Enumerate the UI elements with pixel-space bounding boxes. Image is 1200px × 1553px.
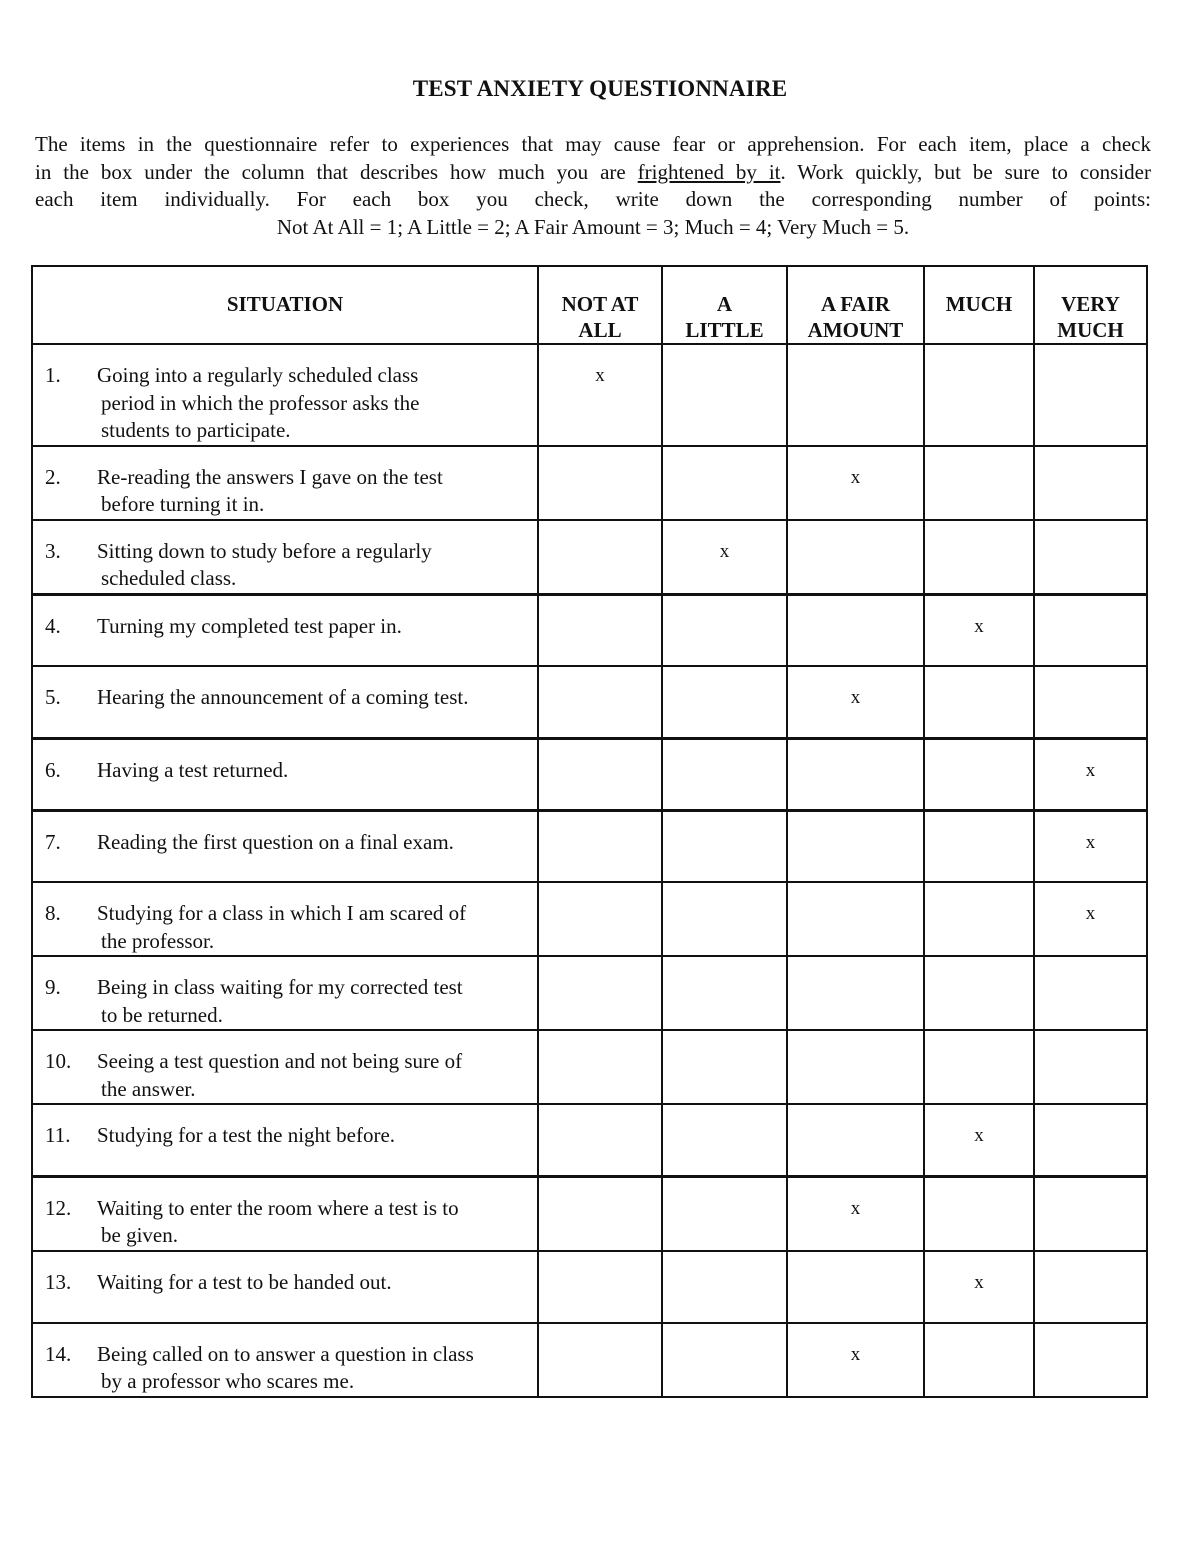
instructions [35,131,1151,241]
situation-cell [32,810,538,882]
checkbox-very-much[interactable] [1034,1104,1147,1176]
checkbox-a-little[interactable] [662,1323,787,1397]
checkbox-much[interactable] [924,520,1034,595]
checkbox-very-much[interactable] [1034,446,1147,520]
item-text: Sitting down to study before a regularly scheduled class. [97,538,432,590]
item-number: 13. [45,1269,72,1294]
checkbox-not-at-all[interactable] [538,1251,662,1323]
checkbox-a-little[interactable] [662,738,787,810]
item-number: 4. [45,613,61,638]
item-text: Reading the first question on a final exam. [97,829,454,854]
checkbox-not-at-all[interactable] [538,344,662,446]
check-mark: x [850,466,861,488]
situation-cell [32,882,538,956]
item-text: Going into a regularly scheduled class period in which the professor asks the students to participate. [97,363,420,442]
checkbox-a-little[interactable] [662,446,787,520]
item-text: Having a test returned. [97,757,289,782]
table-row [32,594,1147,666]
check-mark: x [850,687,861,708]
item-number: 3. [45,538,61,563]
checkbox-a-fair-amount[interactable] [787,520,924,595]
table-row [32,882,1147,956]
checkbox-a-little[interactable] [662,1104,787,1176]
checkbox-much[interactable] [924,956,1034,1030]
item-text: Hearing the announcement of a coming test. [97,685,469,709]
column-header-not-at-all: NOT AT ALL [538,266,662,344]
checkbox-a-fair-amount[interactable] [787,1323,924,1397]
situation-cell [32,344,538,446]
checkbox-a-fair-amount[interactable] [787,1030,924,1104]
checkbox-much[interactable] [924,738,1034,810]
checkbox-a-little[interactable] [662,810,787,882]
checkbox-a-little[interactable] [662,956,787,1030]
column-header-very-much: VERY MUCH [1034,266,1147,344]
checkbox-much[interactable] [924,666,1034,738]
item-number: 7. [45,829,61,854]
item-number: 9. [45,975,61,999]
checkbox-much[interactable] [924,446,1034,520]
check-mark: x [719,540,730,562]
table-row [32,1251,1147,1323]
table-row [32,344,1147,446]
instructions-line-2: in the box under the column that describes how much you are frightened by it. Work quickly, but be sure to consider [35,159,1151,184]
checkbox-a-fair-amount[interactable] [787,344,924,446]
header-row [32,266,1147,344]
check-mark: x [595,365,605,386]
table-row [32,1176,1147,1251]
checkbox-a-little[interactable] [662,594,787,666]
situation-cell [32,594,538,666]
item-text: Studying for a test the night before. [97,1123,396,1147]
checkbox-much[interactable] [924,1104,1034,1176]
check-mark: x [1085,903,1096,924]
column-header-much: MUCH [924,266,1034,344]
checkbox-a-fair-amount[interactable] [787,738,924,810]
checkbox-very-much[interactable] [1034,1251,1147,1323]
checkbox-a-fair-amount[interactable] [787,594,924,666]
checkbox-very-much[interactable] [1034,810,1147,882]
item-text: Seeing a test question and not being sure of the answer. [97,1049,463,1101]
table-row [32,738,1147,810]
page-title: TEST ANXIETY QUESTIONNAIRE [412,76,788,101]
item-text: Re-reading the answers I gave on the test before turning it in. [97,464,443,516]
checkbox-not-at-all[interactable] [538,956,662,1030]
checkbox-a-fair-amount[interactable] [787,446,924,520]
table-row [32,520,1147,595]
column-header-situation: SITUATION [32,266,538,344]
checkbox-a-fair-amount[interactable] [787,882,924,956]
checkbox-very-much[interactable] [1034,882,1147,956]
item-text: Studying for a class in which I am scared of the professor. [97,901,467,953]
checkbox-not-at-all[interactable] [538,882,662,956]
situation-cell [32,956,538,1030]
check-mark: x [974,1271,984,1293]
checkbox-a-little[interactable] [662,1176,787,1251]
checkbox-very-much[interactable] [1034,1176,1147,1251]
questionnaire-table [31,265,1148,1398]
check-mark: x [850,1197,861,1219]
checkbox-not-at-all[interactable] [538,810,662,882]
situation-cell [32,1251,538,1323]
item-number: 12. [45,1195,72,1220]
item-number: 6. [45,757,61,782]
situation-cell [32,1104,538,1176]
item-text: Being in class waiting for my corrected test to be returned. [97,975,463,1027]
checkbox-much[interactable] [924,1251,1034,1323]
table-row [32,956,1147,1030]
checkbox-a-fair-amount[interactable] [787,1251,924,1323]
situation-cell [32,666,538,738]
checkbox-very-much[interactable] [1034,1323,1147,1397]
checkbox-much[interactable] [924,1323,1034,1397]
checkbox-much[interactable] [924,1176,1034,1251]
check-mark: x [1085,759,1096,781]
checkbox-a-fair-amount[interactable] [787,810,924,882]
checkbox-much[interactable] [924,344,1034,446]
checkbox-a-little[interactable] [662,666,787,738]
table-row [32,810,1147,882]
checkbox-a-fair-amount[interactable] [787,666,924,738]
situation-cell [32,1323,538,1397]
scoring-key: Not At All = 1; A Little = 2; A Fair Amount = 3; Much = 4; Very Much = 5. [276,214,910,239]
item-text: Being called on to answer a question in class by a professor who scares me. [97,1341,474,1393]
situation-cell [32,1176,538,1251]
situation-cell [32,738,538,810]
instructions-line-1: The items in the questionnaire refer to experiences that may cause fear or apprehension. For each item, place a check [35,132,1151,156]
checkbox-not-at-all[interactable] [538,666,662,738]
item-text: Waiting for a test to be handed out. [97,1269,392,1294]
item-number: 5. [45,685,61,709]
item-number: 8. [45,901,61,925]
item-number: 11. [45,1123,71,1147]
checkbox-a-fair-amount[interactable] [787,956,924,1030]
checkbox-not-at-all[interactable] [538,1104,662,1176]
column-header-a-fair-amount: A FAIR AMOUNT [787,266,924,344]
item-number: 10. [45,1049,72,1073]
table-row [32,1030,1147,1104]
table-row [32,1323,1147,1397]
situation-cell [32,520,538,595]
checkbox-much[interactable] [924,1030,1034,1104]
checkbox-not-at-all[interactable] [538,738,662,810]
table-row [32,446,1147,520]
checkbox-a-little[interactable] [662,1251,787,1323]
checkbox-very-much[interactable] [1034,344,1147,446]
checkbox-very-much[interactable] [1034,738,1147,810]
situation-cell [32,446,538,520]
item-number: 2. [45,464,61,489]
column-header-a-little: A LITTLE [662,266,787,344]
underlined-phrase: frightened by it [637,159,781,184]
checkbox-much[interactable] [924,594,1034,666]
checkbox-not-at-all[interactable] [538,1176,662,1251]
check-mark: x [1085,831,1096,853]
checkbox-not-at-all[interactable] [538,520,662,595]
check-mark: x [974,1125,984,1146]
checkbox-a-fair-amount[interactable] [787,1104,924,1176]
checkbox-not-at-all[interactable] [538,446,662,520]
check-mark: x [974,615,984,637]
checkbox-much[interactable] [924,882,1034,956]
checkbox-not-at-all[interactable] [538,594,662,666]
situation-cell [32,1030,538,1104]
checkbox-a-fair-amount[interactable] [787,1176,924,1251]
item-number: 1. [45,363,61,387]
instructions-line-3: each item individually. For each box you check, write down the corresponding number of points: [35,187,1151,211]
checkbox-not-at-all[interactable] [538,1030,662,1104]
item-text: Waiting to enter the room where a test is to be given. [97,1195,459,1247]
table-row [32,666,1147,738]
checkbox-very-much[interactable] [1034,666,1147,738]
checkbox-very-much[interactable] [1034,956,1147,1030]
checkbox-much[interactable] [924,810,1034,882]
item-number: 14. [45,1341,72,1366]
checkbox-a-little[interactable] [662,882,787,956]
table-row [32,1104,1147,1176]
item-text: Turning my completed test paper in. [97,613,402,638]
checkbox-very-much[interactable] [1034,1030,1147,1104]
checkbox-not-at-all[interactable] [538,1323,662,1397]
checkbox-a-little[interactable] [662,1030,787,1104]
checkbox-very-much[interactable] [1034,520,1147,595]
checkbox-a-little[interactable] [662,344,787,446]
checkbox-very-much[interactable] [1034,594,1147,666]
check-mark: x [850,1343,861,1365]
checkbox-a-little[interactable] [662,520,787,595]
